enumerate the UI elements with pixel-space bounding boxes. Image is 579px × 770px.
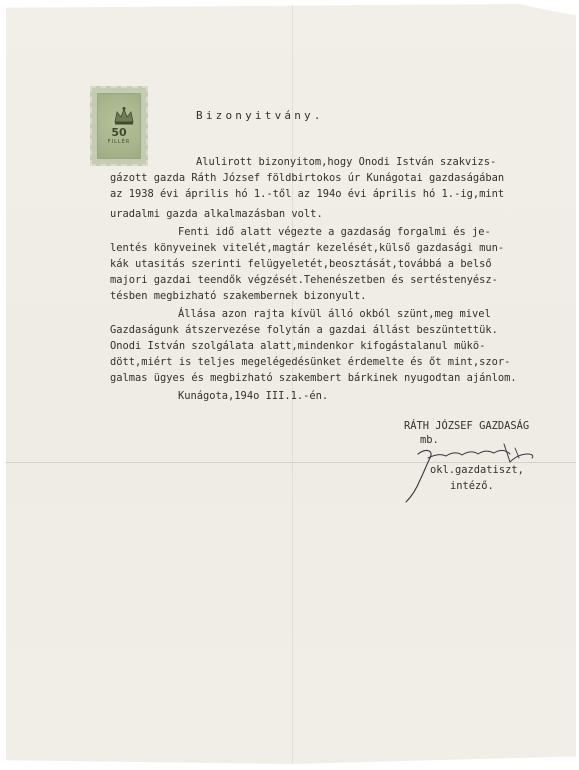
text-line: Állása azon rajta kívül álló okból szünt,meg mivel (178, 308, 491, 320)
text-line: dött,miért is teljes megelégedésünket érdemelte és őt mint,szor- (110, 356, 511, 368)
signature-company: RÁTH JÓZSEF GAZDASÁG (404, 420, 530, 432)
place-date-line: Kunágota,194o III.1.-én. (178, 390, 329, 402)
text-line: az 1938 évi április hó 1.-től az 194o évi április hó 1.-ig,mint (110, 188, 505, 200)
stamp-value: 50 (111, 126, 127, 139)
signature-mb: mb. (420, 434, 439, 446)
crown-icon (113, 106, 135, 126)
text-line: majori gazdai teendők végzését.Tehenészetben és sertéstenyész- (110, 274, 498, 286)
document-title: Bizonyitvány. (196, 109, 324, 122)
text-line: Gazdaságunk átszervezése folytán a gazdai állást beszüntettük. (110, 324, 498, 336)
text-line: Alulirott bizonyitom,hogy Onodi István szakvizs- (196, 156, 497, 168)
handwritten-signature (400, 440, 550, 505)
signature-position-2: intéző. (450, 480, 494, 492)
text-line: uradalmi gazda alkalmazásban volt. (110, 208, 323, 220)
text-line: gázott gazda Ráth József földbirtokos úr Kunágotai gazdaságában (110, 172, 505, 184)
text-line: kák utasitás szerinti felügyeletét,beosztását,továbbá a belső (110, 258, 492, 270)
text-line: lentés könyveinek vitelét,magtár kezelését,külső gazdasági mun- (110, 242, 505, 254)
text-line: Onodi István szolgálata alatt,mindenkor kifogástalanul mükö- (110, 340, 486, 352)
text-line: Fenti idő alatt végezte a gazdaság forgalmi és je- (178, 226, 491, 238)
text-line: tésben megbizható szakembernek bizonyult. (110, 290, 367, 302)
text-line: galmas ügyes és megbizható szakembert bárkinek nyugodtan ajánlom. (110, 372, 517, 384)
signature-position-1: okl.gazdatiszt, (430, 464, 524, 476)
revenue-stamp (90, 86, 148, 166)
stamp-unit: FILLÉR (107, 139, 131, 145)
